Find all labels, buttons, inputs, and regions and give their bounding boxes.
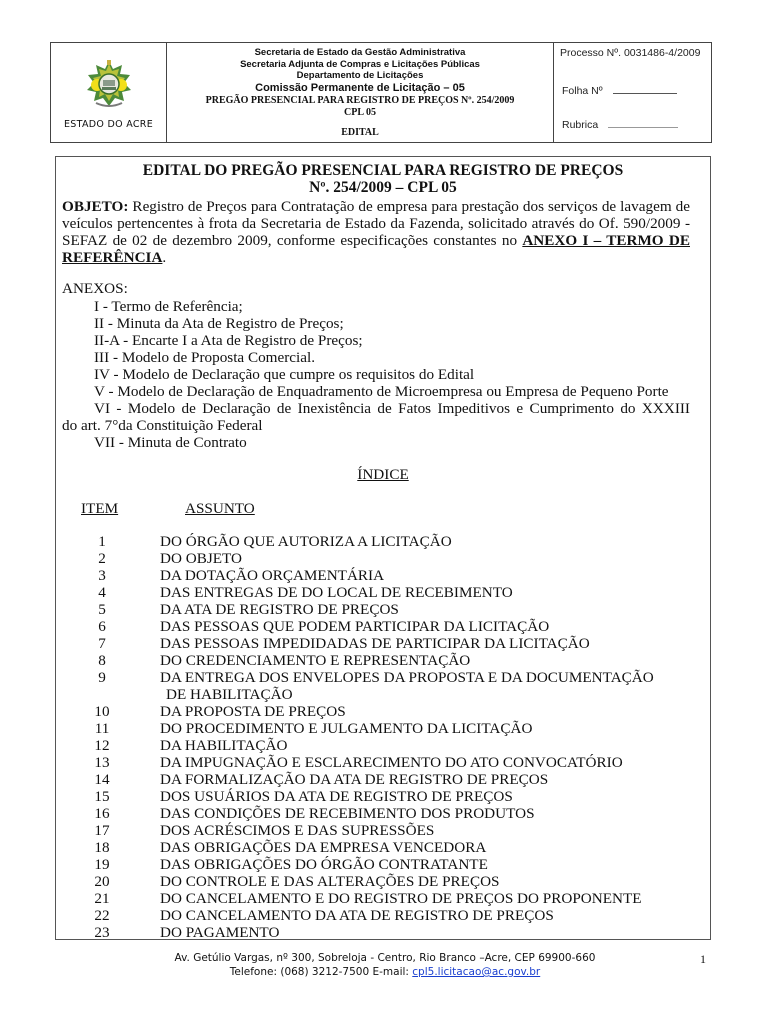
column-header-assunto: ASSUNTO	[185, 500, 255, 517]
cpl-line: CPL 05	[344, 106, 376, 118]
anexo-item-continuation: do art. 7°da Constituição Federal	[62, 417, 263, 434]
objeto-label: OBJETO:	[62, 198, 129, 215]
document-number: Nº. 254/2009 – CPL 05	[309, 179, 457, 196]
footer-address: Av. Getúlio Vargas, nº 300, Sobreloja - Centro, Rio Branco –Acre, CEP 69900-660	[174, 952, 596, 964]
index-row-number: 6	[98, 618, 106, 635]
index-row-number: 13	[94, 754, 110, 771]
index-row-number: 14	[94, 771, 110, 788]
index-row-number: 2	[98, 550, 106, 567]
index-row-number: 16	[94, 805, 110, 822]
document-title: EDITAL DO PREGÃO PRESENCIAL PARA REGISTRO DE PREÇOS	[142, 162, 624, 179]
anexo-item: II - Minuta da Ata de Registro de Preços;	[94, 315, 344, 332]
indice-title: ÍNDICE	[357, 466, 409, 483]
index-row-number: 23	[94, 924, 110, 941]
logo-cell	[51, 43, 167, 142]
index-row-number: 12	[94, 737, 110, 754]
index-row-number: 10	[94, 703, 110, 720]
anexo-item: II-A - Encarte I a Ata de Registro de Preços;	[94, 332, 363, 349]
page-number: 1	[700, 952, 706, 966]
objeto-paragraph	[62, 198, 690, 266]
anexo-item: III - Modelo de Proposta Comercial.	[94, 349, 316, 366]
anexo-item: VII - Minuta de Contrato	[94, 434, 247, 451]
anexo-item: IV - Modelo de Declaração que cumpre os requisitos do Edital	[94, 366, 475, 383]
index-row-number: 15	[94, 788, 110, 805]
footer-contact	[0, 966, 770, 978]
index-row-text: DAS ENTREGAS DE DO LOCAL DE RECEBIMENTO	[160, 584, 513, 601]
index-row-text: DO PAGAMENTO	[160, 924, 280, 941]
index-row-number: 11	[94, 720, 110, 737]
index-row-text-continuation: DE HABILITAÇÃO	[166, 686, 293, 703]
folha-blank	[613, 92, 677, 94]
column-header-item: ITEM	[81, 500, 119, 517]
secretaria-adjunta-line: Secretaria Adjunta de Compras e Licitações Públicas	[240, 58, 480, 70]
footer-email-link[interactable]: cpl5.licitacao@ac.gov.br	[412, 966, 541, 978]
index-row-text: DA ATA DE REGISTRO DE PREÇOS	[160, 601, 399, 618]
rubrica-blank	[608, 126, 678, 128]
index-row-number: 4	[98, 584, 106, 601]
index-row-number: 9	[98, 669, 106, 686]
index-row-number: 3	[98, 567, 106, 584]
department-info	[167, 43, 554, 142]
acre-coat-of-arms-icon	[84, 59, 134, 111]
anexo-i-reference: ANEXO I – TERMO DE REFERÊNCIA	[62, 232, 690, 266]
pregao-line: PREGÃO PRESENCIAL PARA REGISTRO DE PREÇOS Nº. 254/2009	[205, 94, 515, 106]
index-row-number: 22	[94, 907, 110, 924]
index-row-text: DOS ACRÉSCIMOS E DAS SUPRESSÕES	[160, 822, 435, 839]
folha-label: Folha Nº	[562, 85, 603, 97]
folha-field	[562, 85, 677, 97]
index-row-text: DA ENTREGA DOS ENVELOPES DA PROPOSTA E DA DOCUMENTAÇÃO	[160, 669, 654, 686]
state-caption: ESTADO DO ACRE	[64, 119, 153, 130]
index-row-number: 1	[98, 533, 106, 550]
document-header	[50, 42, 712, 143]
process-info	[554, 43, 711, 142]
index-row-text: DAS OBRIGAÇÕES DO ÓRGÃO CONTRATANTE	[160, 856, 488, 873]
index-row-text: DO ÓRGÃO QUE AUTORIZA A LICITAÇÃO	[160, 533, 452, 550]
anexos-label: ANEXOS:	[62, 280, 128, 297]
anexo-item: I - Termo de Referência;	[94, 298, 243, 315]
index-row-text: DO CANCELAMENTO E DO REGISTRO DE PREÇOS DO PROPONENTE	[160, 890, 642, 907]
index-row-text: DA IMPUGNAÇÃO E ESCLARECIMENTO DO ATO CONVOCATÓRIO	[160, 754, 623, 771]
index-row-text: DAS OBRIGAÇÕES DA EMPRESA VENCEDORA	[160, 839, 487, 856]
index-row-text: DO CANCELAMENTO DA ATA DE REGISTRO DE PREÇOS	[160, 907, 554, 924]
comissao-line: Comissão Permanente de Licitação – 05	[255, 81, 465, 94]
footer-phone: Telefone: (068) 3212-7500 E-mail:	[229, 966, 413, 978]
index-row-number: 5	[98, 601, 106, 618]
index-row-number: 17	[94, 822, 110, 839]
departamento-line: Departamento de Licitações	[296, 70, 424, 81]
edital-line: EDITAL	[341, 126, 379, 138]
index-row-text: DAS PESSOAS IMPEDIDADAS DE PARTICIPAR DA LICITAÇÃO	[160, 635, 590, 652]
index-row-text: DA PROPOSTA DE PREÇOS	[160, 703, 346, 720]
index-row-text: DA FORMALIZAÇÃO DA ATA DE REGISTRO DE PREÇOS	[160, 771, 549, 788]
index-row-number: 21	[94, 890, 110, 907]
index-row-text: DA HABILITAÇÃO	[160, 737, 288, 754]
secretaria-line: Secretaria de Estado da Gestão Administrativa	[254, 47, 466, 58]
processo-number: Processo Nº. 0031486-4/2009	[560, 47, 701, 59]
rubrica-field	[562, 119, 678, 131]
index-row-number: 19	[94, 856, 110, 873]
rubrica-label: Rubrica	[562, 119, 599, 131]
objeto-end: .	[162, 249, 167, 266]
anexo-item: V - Modelo de Declaração de Enquadramento de Microempresa ou Empresa de Pequeno Porte	[94, 383, 669, 400]
index-row-text: DA DOTAÇÃO ORÇAMENTÁRIA	[160, 567, 385, 584]
index-row-text: DO CREDENCIAMENTO E REPRESENTAÇÃO	[160, 652, 471, 669]
index-row-number: 7	[98, 635, 106, 652]
index-row-text: DO PROCEDIMENTO E JULGAMENTO DA LICITAÇÃO	[160, 720, 533, 737]
index-row-text: DAS CONDIÇÕES DE RECEBIMENTO DOS PRODUTOS	[160, 805, 535, 822]
anexo-item: VI - Modelo de Declaração de Inexistência de Fatos Impeditivos e Cumprimento do XXXIII	[94, 400, 690, 417]
edital-body	[55, 156, 711, 940]
index-row-text: DOS USUÁRIOS DA ATA DE REGISTRO DE PREÇOS	[160, 788, 513, 805]
index-row-number: 18	[94, 839, 110, 856]
index-row-number: 8	[98, 652, 106, 669]
index-row-text: DAS PESSOAS QUE PODEM PARTICIPAR DA LICITAÇÃO	[160, 618, 550, 635]
objeto-text: Registro de Preços para Contratação de empresa para prestação dos serviços de lavagem de veículos pertencentes à frota da Secretaria de Estado da Fazenda, solicitado através do Of. 590/2009 - SEFAZ de 02 de dezembro 2009, conforme especificações constantes no	[62, 198, 690, 249]
index-row-text: DO OBJETO	[160, 550, 242, 567]
index-row-number: 20	[94, 873, 110, 890]
index-row-text: DO CONTROLE E DAS ALTERAÇÕES DE PREÇOS	[160, 873, 500, 890]
